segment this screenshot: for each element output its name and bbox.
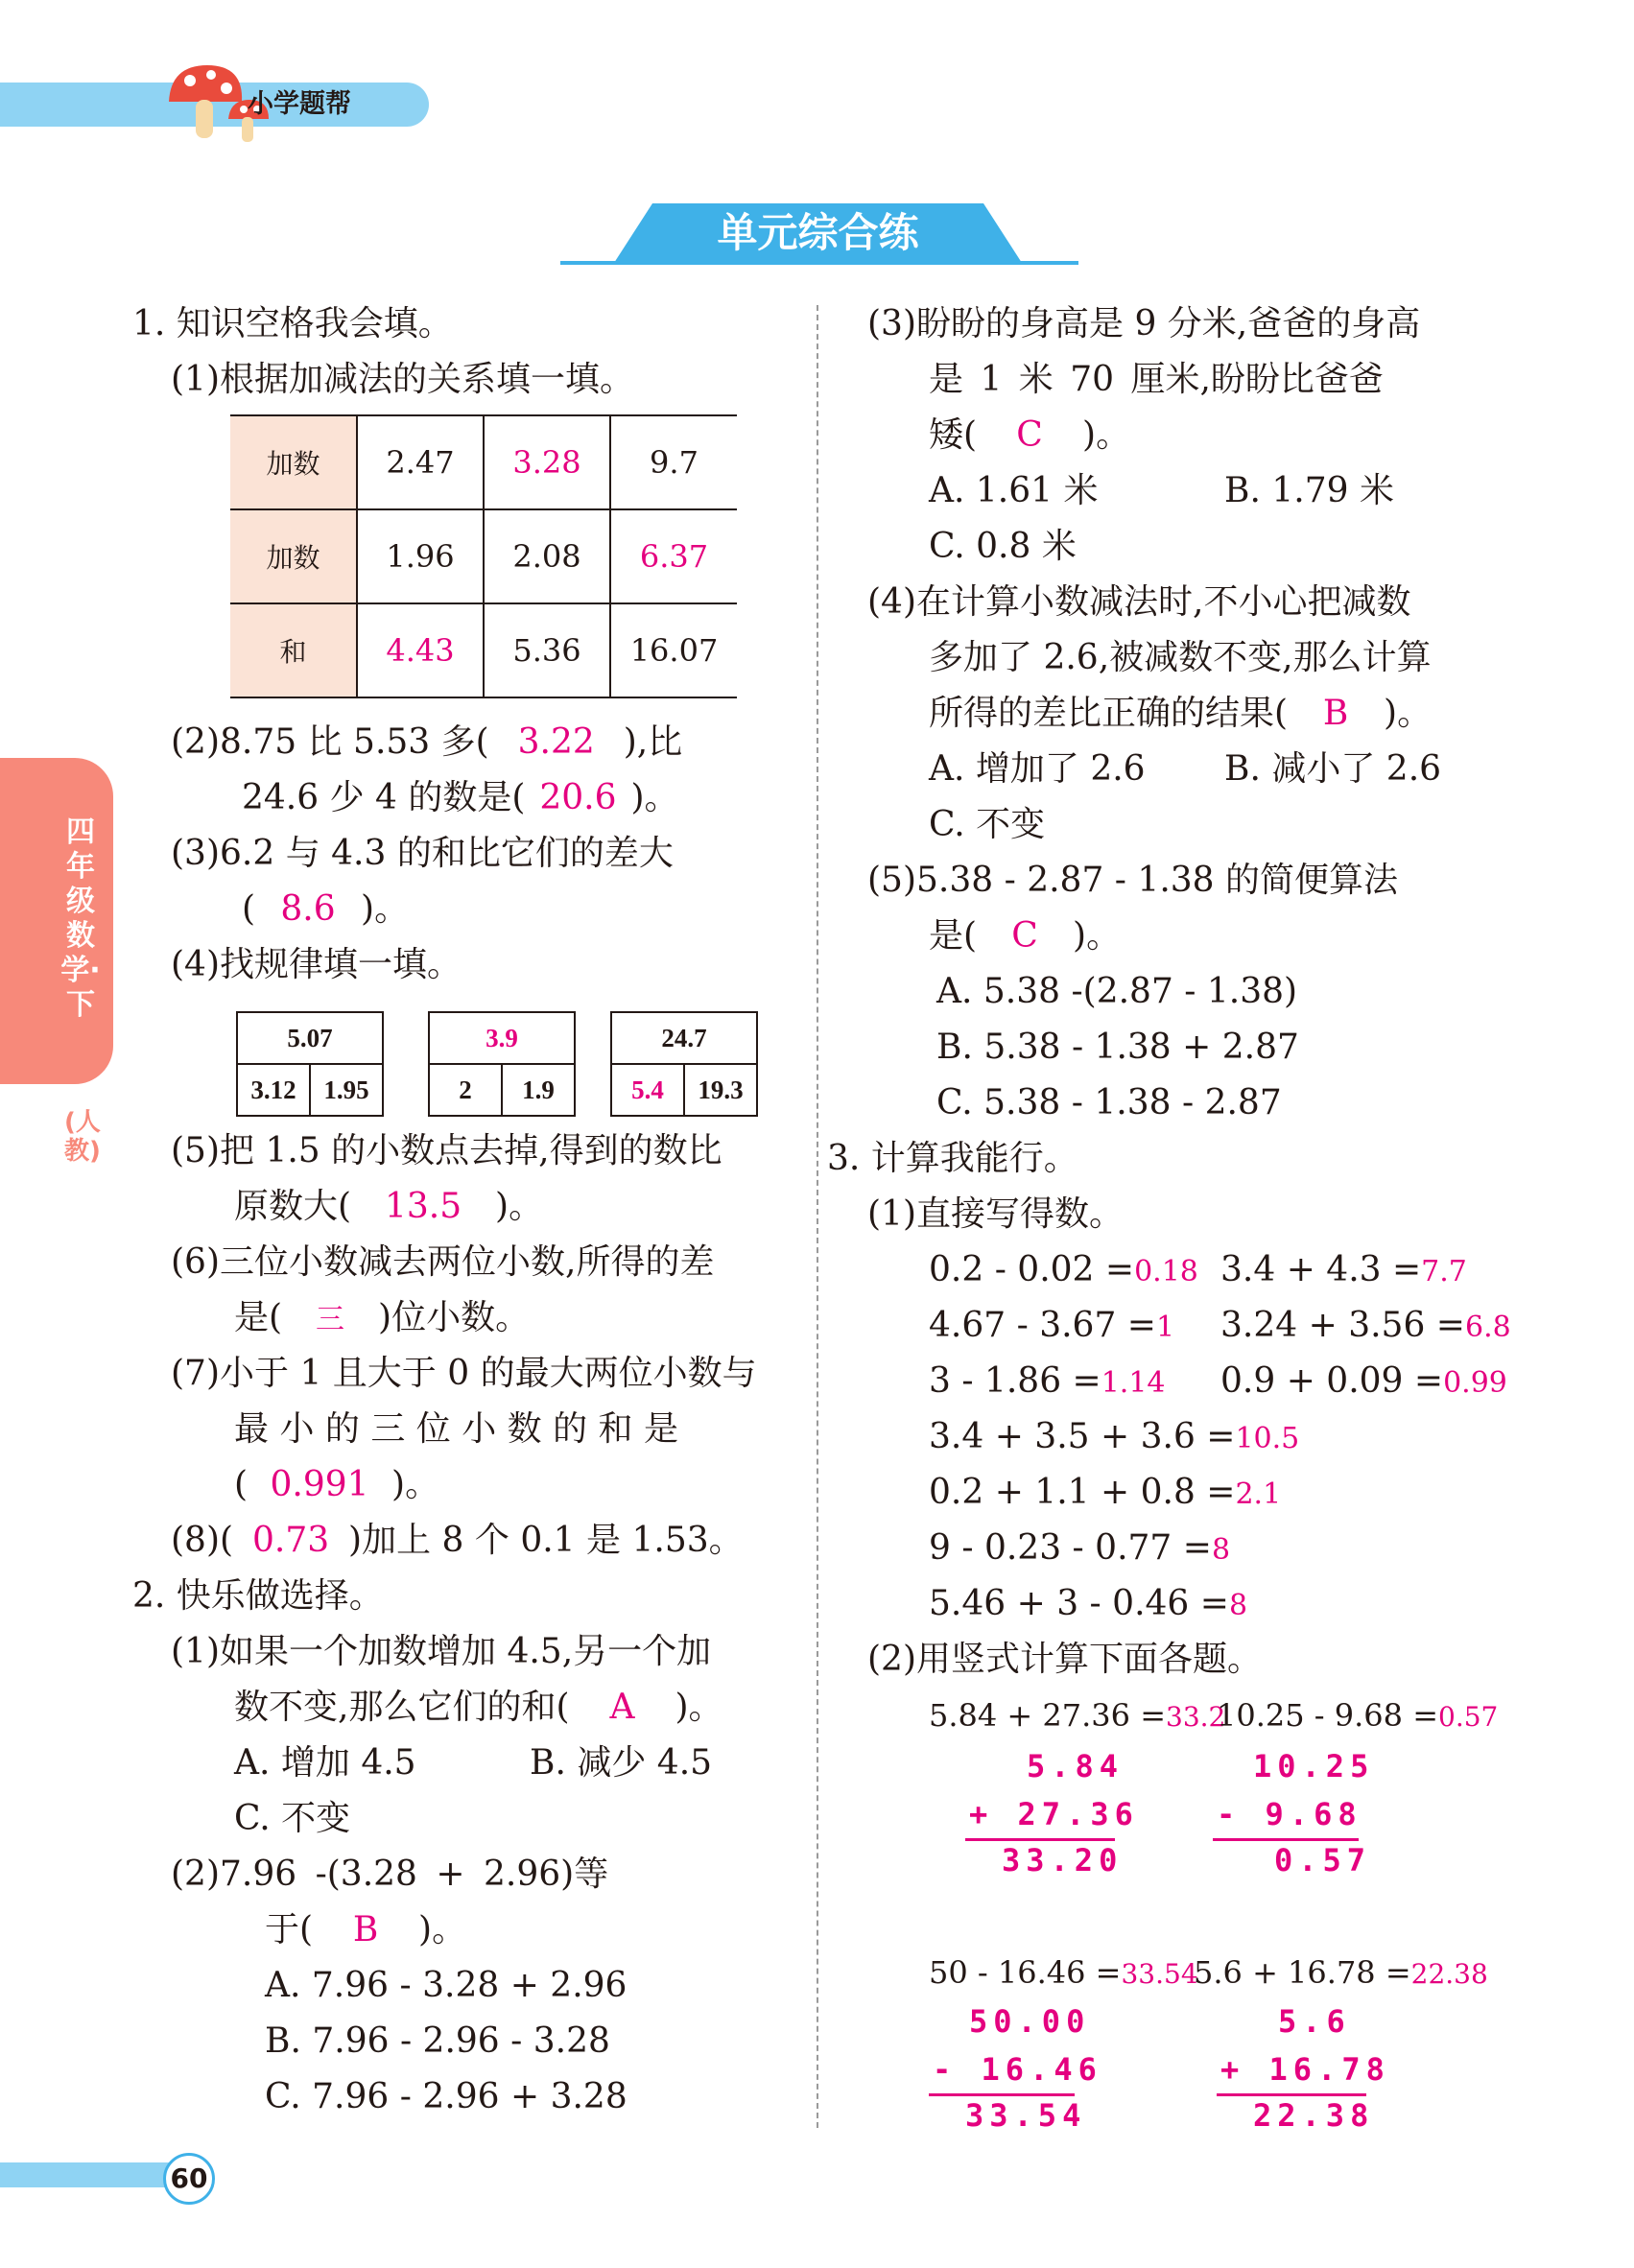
table-cell: 5.36 [484,603,610,697]
vertical-calc-line1: 50.00 [969,2003,1091,2040]
q1-part4: (4)找规律填一填。 [171,945,462,984]
vertical-calc-result: 33.20 [1002,1842,1124,1878]
vertical-calc-line2: - 16.46 [933,2051,1102,2088]
q2-part1-line2: 数不变,那么它们的和( A )。 [234,1688,723,1727]
column-divider [817,305,818,2128]
q2-part1-option-b: B. 减少 4.5 [530,1743,713,1783]
q1-part6-line1: (6)三位小数减去两位小数,所得的差 [171,1242,715,1282]
q2-part4-option-b: B. 减小了 2.6 [1224,749,1442,789]
q1-part1: (1)根据加减法的关系填一填。 [171,360,634,399]
q1-heading: 1. 知识空格我会填。 [132,304,453,343]
pattern-box: 24.7 5.4 19.3 [610,1011,758,1117]
q2-part2-option-b: B. 7.96 - 2.96 - 3.28 [265,2021,610,2061]
table-cell: 2.08 [484,509,610,603]
vertical-calc-expr: 10.25 - 9.68 =0.57 [1217,1697,1499,1734]
table-row-label: 和 [230,603,357,697]
vertical-calc-rule [965,1838,1115,1841]
table-row-label: 加数 [230,415,357,509]
q2-part3-line3: 矮( C )。 [929,415,1131,455]
table-cell: 2.47 [357,415,484,509]
table-cell: 16.07 [610,603,737,697]
title-underline [560,261,1078,265]
q2-part4-line2: 多加了 2.6,被减数不变,那么计算 [929,638,1432,677]
q2-part1-option-c: C. 不变 [234,1799,351,1838]
q2-part1-option-a: A. 增加 4.5 [234,1743,416,1783]
vertical-calc-line2: + 27.36 [969,1796,1139,1832]
side-tab-grade: 四年级数学·下 [60,815,101,1022]
q2-part5-option-b: B. 5.38 - 1.38 + 2.87 [936,1028,1299,1067]
direct-calc-item: 3.24 + 3.56 =6.8 [1220,1306,1511,1345]
table-cell-answer: 3.28 [484,415,610,509]
direct-calc-item: 5.46 + 3 - 0.46 =8 [929,1584,1248,1623]
vertical-calc-expr: 50 - 16.46 =33.54 [929,1954,1198,1991]
vertical-calc-expr: 5.84 + 27.36 =33.2 [929,1697,1226,1734]
q1-part7-line1: (7)小于 1 且大于 0 的最大两位小数与 [171,1354,757,1393]
vertical-calc-rule [1217,2093,1366,2096]
q2-part1-line1: (1)如果一个加数增加 4.5,另一个加 [171,1632,712,1671]
direct-calc-item: 3.4 + 4.3 =7.7 [1220,1250,1467,1289]
vertical-calc-result: 0.57 [1274,1842,1372,1878]
table-row [230,415,737,509]
pattern-box: 3.9 2 1.9 [428,1011,576,1117]
q2-part4-option-c: C. 不变 [929,805,1046,844]
q1-part5-line1: (5)把 1.5 的小数点去掉,得到的数比 [171,1131,722,1170]
direct-calc-item: 4.67 - 3.67 =1 [929,1306,1175,1345]
q3-heading: 3. 计算我能行。 [827,1139,1078,1178]
side-tab-edition: (人教) [64,1108,101,1166]
q1-part5-line2: 原数大( 13.5 )。 [234,1187,544,1226]
q2-part3-option-a: A. 1.61 米 [929,471,1099,510]
q2-part3-line1: (3)盼盼的身高是 9 分米,爸爸的身高 [867,304,1421,343]
q2-part3-option-b: B. 1.79 米 [1224,471,1394,510]
table-row-label: 加数 [230,509,357,603]
q1-part2-line1: (2)8.75 比 5.53 多( 3.22 ),比 [171,722,683,762]
table-cell: 9.7 [610,415,737,509]
table-cell-answer: 6.37 [610,509,737,603]
q2-part5-option-c: C. 5.38 - 1.38 - 2.87 [936,1083,1282,1122]
q2-part4-line1: (4)在计算小数减法时,不小心把减数 [867,582,1411,622]
q1-part2-line2: 24.6 少 4 的数是( 20.6 )。 [242,778,679,817]
table-row [230,603,737,697]
vertical-calc-expr: 5.6 + 16.78 =22.38 [1194,1954,1488,1991]
vertical-calc-line1: 10.25 [1253,1748,1375,1784]
page-number: 60 [163,2153,215,2205]
direct-calc-item: 3 - 1.86 =1.14 [929,1361,1166,1401]
q2-part3-option-c: C. 0.8 米 [929,527,1077,566]
add-sub-table [230,414,737,698]
q1-part7-line2: 最 小 的 三 位 小 数 的 和 是 [234,1409,678,1449]
vertical-calc-result: 22.38 [1253,2097,1375,2134]
q2-part2-line1: (2)7.96 -(3.28 + 2.96)等 [171,1855,609,1894]
direct-calc-item: 0.2 + 1.1 + 0.8 =2.1 [929,1473,1282,1512]
q2-heading: 2. 快乐做选择。 [132,1576,384,1616]
vertical-calc-rule [929,2093,1075,2096]
q2-part5-line1: (5)5.38 - 2.87 - 1.38 的简便算法 [867,861,1399,900]
q3-part1: (1)直接写得数。 [867,1194,1124,1234]
table-cell: 1.96 [357,509,484,603]
q1-part3-line1: (3)6.2 与 4.3 的和比它们的差大 [171,834,674,873]
q1-part8: (8)( 0.73 )加上 8 个 0.1 是 1.53。 [171,1521,744,1560]
q2-part2-line2: 于( B )。 [265,1910,467,1949]
q2-part4-line3: 所得的差比正确的结果( B )。 [929,694,1433,733]
pattern-box: 5.07 3.12 1.95 [236,1011,384,1117]
vertical-calc-line2: + 16.78 [1220,2051,1390,2088]
table-row [230,509,737,603]
direct-calc-item: 0.2 - 0.02 =0.18 [929,1250,1198,1289]
q2-part2-option-c: C. 7.96 - 2.96 + 3.28 [265,2077,628,2116]
vertical-calc-rule [1213,1838,1359,1841]
brand-name: 小学题帮 [248,89,351,119]
direct-calc-item: 0.9 + 0.09 =0.99 [1220,1361,1507,1401]
direct-calc-item: 3.4 + 3.5 + 3.6 =10.5 [929,1417,1300,1456]
q2-part3-line2: 是 1 米 70 厘米,盼盼比爸爸 [929,360,1384,399]
q2-part2-option-a: A. 7.96 - 3.28 + 2.96 [265,1966,628,2005]
q1-part7-line3: ( 0.991 )。 [234,1465,440,1504]
q2-part5-option-a: A. 5.38 -(2.87 - 1.38) [936,972,1298,1011]
q1-part6-line2: 是( 三 )位小数。 [234,1298,531,1337]
direct-calc-item: 9 - 0.23 - 0.77 =8 [929,1528,1231,1568]
page-title: 单元综合练 [717,209,919,256]
q2-part4-option-a: A. 增加了 2.6 [929,749,1146,789]
q3-part2: (2)用竖式计算下面各题。 [867,1640,1262,1679]
q1-part3-line2: ( 8.6 )。 [242,889,410,929]
vertical-calc-result: 33.54 [965,2097,1087,2134]
vertical-calc-line2: - 9.68 [1217,1796,1362,1832]
vertical-calc-line1: 5.84 [1027,1748,1125,1784]
q2-part5-line2: 是( C )。 [929,916,1122,956]
table-cell-answer: 4.43 [357,603,484,697]
vertical-calc-line1: 5.6 [1278,2003,1351,2040]
